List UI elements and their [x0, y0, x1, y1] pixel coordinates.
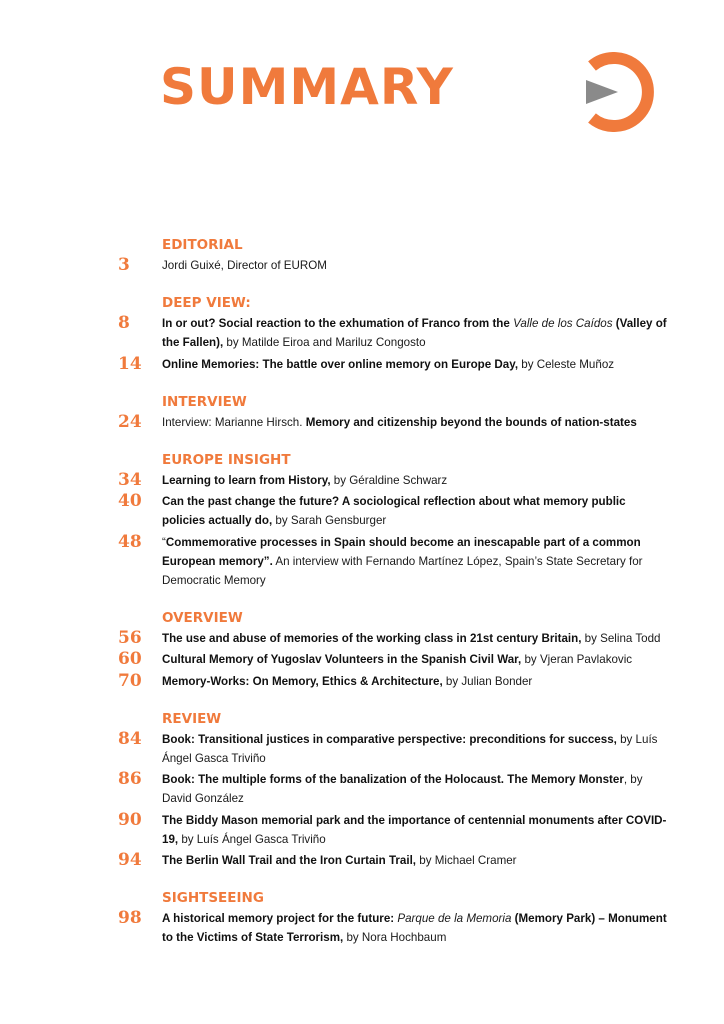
page-number: 60 [118, 649, 142, 670]
entry-text-segment: by Géraldine Schwarz [330, 474, 448, 488]
entry-text [162, 256, 668, 275]
entry-text-segment: by Luís Ángel Gasca Triviño [178, 832, 326, 846]
entry-text [162, 533, 668, 591]
entry-text-segment: The use and abuse of memories of the working class in 21st century Britain, [162, 632, 582, 646]
entry-text-segment: A historical memory project for the future: [162, 912, 398, 926]
page-number: 8 [118, 313, 130, 334]
page-number: 90 [118, 809, 142, 830]
entry-text-segment: Learning to learn from History, [162, 474, 331, 488]
entry-text-segment: An interview with Fernando Martínez López, Spain’s State Secretary for Democratic Memory [162, 554, 643, 588]
section-heading: EDITORIAL [162, 237, 243, 253]
entry-text-segment: Commemorative processes in Spain should become an inescapable part of a common European memory”. [162, 535, 641, 568]
entry-text-segment: Memory and citizenship beyond the bounds of nation-states [305, 415, 637, 429]
entry-text [162, 314, 668, 352]
toc-section [0, 710, 724, 870]
entry-text [162, 909, 668, 947]
entry-text-segment: Book: The multiple forms of the banalization of the Holocaust. The Memory Monster [162, 773, 624, 787]
entry-text-segment: Valle de los Caídos [513, 317, 613, 331]
entry-text-segment: Cultural Memory of Yugoslav Volunteers in the Spanish Civil War, [162, 653, 522, 667]
entry-text-segment: Interview: Marianne Hirsch. [162, 415, 306, 429]
toc-entry[interactable] [0, 730, 724, 768]
toc-entry[interactable] [0, 256, 724, 275]
entry-text [162, 811, 668, 849]
entry-text-segment: The Biddy Mason memorial park and the importance of centennial monuments after COVID-19, [162, 813, 667, 846]
toc-section [0, 393, 724, 432]
toc-section [0, 294, 724, 374]
section-heading: INTERVIEW [162, 393, 247, 410]
entry-text-segment: by Matilde Eiroa and Mariluz Congosto [223, 336, 426, 350]
entry-text-segment: Online Memories: The battle over online memory on Europe Day, [162, 357, 519, 371]
entry-text-segment: by Vjeran Pavlakovic [521, 653, 633, 667]
page-number: 70 [118, 670, 142, 691]
entry-text [162, 650, 668, 669]
page-number: 34 [118, 470, 142, 491]
toc-entry[interactable] [0, 471, 724, 490]
page-number: 86 [118, 769, 142, 790]
page-number: 24 [118, 411, 142, 432]
entry-text-segment: by Luís Ángel Gasca Triviño [162, 732, 658, 766]
entry-text [162, 629, 668, 648]
entry-text-segment: Can the past change the future? A sociological reflection about what memory public policies actually do, [162, 495, 626, 528]
entry-text [162, 355, 668, 374]
toc-entry[interactable] [0, 851, 724, 870]
page-number: 84 [118, 728, 142, 749]
entry-text [162, 730, 668, 768]
page-number: 40 [118, 491, 142, 512]
toc-entry[interactable] [0, 533, 724, 591]
toc-entry[interactable] [0, 413, 724, 432]
entry-text-segment: Parque de la Memoria [397, 912, 512, 926]
entry-text-segment: The Berlin Wall Trail and the Iron Curtain Trail, [162, 854, 417, 868]
toc-section [0, 451, 724, 590]
entry-text-segment: by Sarah Gensburger [272, 514, 387, 528]
entry-text-segment: by Celeste Muñoz [518, 357, 615, 371]
entry-text-segment: “ [162, 535, 166, 549]
section-heading: OVERVIEW [162, 610, 243, 627]
page-number: 3 [118, 255, 130, 275]
section-heading: SIGHTSEEING [162, 890, 264, 907]
entry-text-segment: (Memory Park) – Monument to the Victims of State Terrorism, [162, 912, 667, 945]
entry-text [162, 851, 668, 870]
page-title: SUMMARY [160, 58, 454, 116]
entry-text-segment: by Selina Todd [581, 632, 661, 646]
toc-entry[interactable] [0, 314, 724, 352]
toc-entry[interactable] [0, 811, 724, 849]
entry-text [162, 492, 668, 530]
entry-text-segment: Memory-Works: On Memory, Ethics & Architecture, [162, 674, 443, 688]
entry-text-segment: , by David González [162, 773, 643, 806]
toc-entry[interactable] [0, 650, 724, 669]
entry-text [162, 770, 668, 808]
entry-text-segment: (Valley of the Fallen), [162, 317, 667, 350]
toc-entry[interactable] [0, 629, 724, 648]
toc-entry[interactable] [0, 492, 724, 530]
entry-text-segment: by Julian Bonder [442, 674, 533, 688]
entry-text [162, 413, 668, 432]
entry-text-segment: Book: Transitional justices in comparative perspective: preconditions for success, [162, 732, 617, 746]
entry-text-segment: In or out? Social reaction to the exhumation of Franco from the [162, 317, 514, 331]
table-of-contents [0, 236, 724, 967]
toc-section [0, 889, 724, 947]
toc-entry[interactable] [0, 355, 724, 374]
entry-text-segment: by Nora Hochbaum [343, 931, 447, 945]
toc-entry[interactable] [0, 909, 724, 947]
toc-entry[interactable] [0, 672, 724, 691]
page-number: 98 [118, 908, 142, 929]
section-heading: EUROPE INSIGHT [162, 452, 291, 469]
entry-text-segment: Jordi Guixé, Director of EUROM [162, 259, 327, 272]
toc-entry[interactable] [0, 770, 724, 808]
section-heading: REVIEW [162, 710, 222, 727]
page-number: 94 [118, 850, 142, 871]
page-number: 56 [118, 628, 142, 649]
entry-text [162, 471, 668, 490]
section-heading: DEEP VIEW: [162, 295, 251, 312]
eurom-logo-icon [584, 52, 660, 132]
entry-text [162, 672, 668, 691]
page-number: 14 [118, 353, 142, 374]
toc-section [0, 236, 724, 275]
toc-section [0, 609, 724, 691]
page-number: 48 [118, 531, 142, 552]
entry-text-segment: by Michael Cramer [416, 854, 517, 868]
